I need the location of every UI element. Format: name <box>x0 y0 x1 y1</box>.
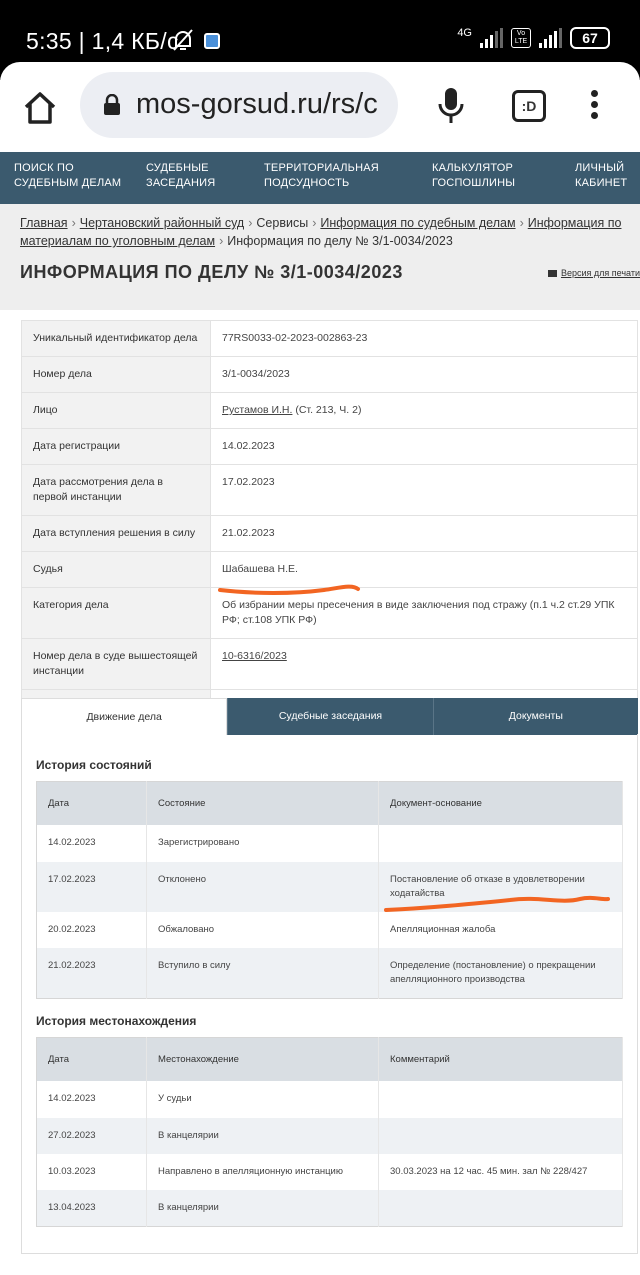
address-bar[interactable] <box>80 72 398 138</box>
judge-label: Судья <box>22 552 211 588</box>
column-header: Документ-основание <box>379 782 623 825</box>
case-tabs <box>21 698 638 735</box>
table-row <box>37 1190 623 1227</box>
signal-1-icon <box>480 28 503 48</box>
table-cell <box>379 1190 623 1227</box>
location-history-table <box>36 1037 623 1227</box>
table-cell: 14.02.2023 <box>37 1081 147 1118</box>
signal-2-icon <box>539 28 562 48</box>
table-cell: В канцелярии <box>147 1190 379 1227</box>
network-type: 4G <box>457 27 472 39</box>
more-menu-icon[interactable] <box>586 90 602 124</box>
table-cell: Обжаловано <box>147 912 379 948</box>
table-cell: Отклонено <box>147 862 379 912</box>
breadcrumb-criminal-info[interactable]: Информация по материалам по уголовным делам <box>20 216 622 248</box>
nav-account[interactable]: ЛИЧНЫЙ КАБИНЕТ <box>575 162 628 189</box>
column-header: Местонахождение <box>147 1038 379 1081</box>
table-cell: Апелляционная жалоба <box>379 912 623 948</box>
registration-date-value: 14.02.2023 <box>211 429 638 465</box>
print-version-label: Версия для печати <box>560 268 640 278</box>
person-article: (Ст. 213, Ч. 2) <box>292 404 362 416</box>
table-cell: 30.03.2023 на 12 час. 45 мин. зал № 228/427 <box>379 1154 623 1190</box>
table-header-row <box>37 1038 623 1081</box>
table-cell: В канцелярии <box>147 1118 379 1154</box>
higher-court-number-label: Номер дела в суде вышестоящей инстанции <box>22 639 211 690</box>
table-cell <box>379 825 623 862</box>
volte-badge: Vo LTE <box>511 28 531 48</box>
table-row <box>37 825 623 862</box>
nav-case-search[interactable]: ПОИСК ПО СУДЕБНЫМ ДЕЛАМ <box>14 162 122 189</box>
column-header: Дата <box>37 1038 147 1081</box>
tab-documents[interactable]: Документы <box>433 698 638 735</box>
table-cell: 10.03.2023 <box>37 1154 147 1190</box>
uid-value: 77RS0033-02-2023-002863-23 <box>211 321 638 357</box>
tab-court-sessions[interactable]: Судебные заседания <box>227 698 432 735</box>
site-nav <box>0 152 640 204</box>
uid-label: Уникальный идентификатор дела <box>22 321 211 357</box>
table-row <box>37 912 623 948</box>
review-date-value: 17.02.2023 <box>211 465 638 516</box>
case-number-value: 3/1-0034/2023 <box>211 357 638 393</box>
breadcrumb-current: Информация по делу № 3/1-0034/2023 <box>227 234 453 248</box>
table-cell: Постановление об отказе в удовлетворении ходатайства <box>379 862 623 912</box>
category-value: Об избрании меры пресечения в виде заключения под стражу (п.1 ч.2 ст.29 УПК РФ; ст.108 УПК РФ) <box>211 588 638 639</box>
print-version-link[interactable] <box>548 268 640 278</box>
table-row <box>37 1118 623 1154</box>
table-cell: 17.02.2023 <box>37 862 147 912</box>
table-cell: У судьи <box>147 1081 379 1118</box>
table-row <box>37 1081 623 1118</box>
category-label: Категория дела <box>22 588 211 639</box>
table-cell: 20.02.2023 <box>37 912 147 948</box>
column-header: Состояние <box>147 782 379 825</box>
nav-fee-calculator[interactable]: КАЛЬКУЛЯТОР ГОСПОШЛИНЫ <box>432 162 516 189</box>
person-link[interactable]: Рустамов И.Н. <box>222 404 293 416</box>
nav-jurisdiction[interactable]: ТЕРРИТОРИАЛЬНАЯ ПОДСУДНОСТЬ <box>264 162 379 189</box>
state-history-table <box>36 781 623 999</box>
location-history-title: История местонахождения <box>36 1014 197 1028</box>
person-label: Лицо <box>22 393 211 429</box>
url-text: mos-gorsud.ru/rs/c <box>136 88 378 120</box>
table-cell: 14.02.2023 <box>37 825 147 862</box>
higher-court-number-link[interactable]: 10-6316/2023 <box>222 650 287 662</box>
breadcrumb-services: Сервисы <box>256 216 309 230</box>
breadcrumb-cases-info[interactable]: Информация по судебным делам <box>320 216 516 230</box>
table-row <box>37 862 623 912</box>
printer-icon <box>548 270 557 277</box>
state-history-title: История состояний <box>36 758 152 772</box>
table-row <box>37 1154 623 1190</box>
app-notification-icon <box>204 33 220 49</box>
table-cell: Вступило в силу <box>147 948 379 999</box>
table-cell: 21.02.2023 <box>37 948 147 999</box>
case-info-table <box>21 320 638 726</box>
nav-court-sessions[interactable]: СУДЕБНЫЕ ЗАСЕДАНИЯ <box>146 162 216 189</box>
breadcrumb-home[interactable]: Главная <box>20 216 68 230</box>
registration-date-label: Дата регистрации <box>22 429 211 465</box>
case-number-label: Номер дела <box>22 357 211 393</box>
table-cell: Направлено в апелляционную инстанцию <box>147 1154 379 1190</box>
review-date-label: Дата рассмотрения дела в первой инстанции <box>22 465 211 516</box>
browser-toolbar <box>0 62 640 152</box>
table-cell <box>379 1118 623 1154</box>
effective-date-label: Дата вступления решения в силу <box>22 516 211 552</box>
effective-date-value: 21.02.2023 <box>211 516 638 552</box>
page-header <box>0 204 640 310</box>
higher-court-number-value <box>211 639 638 690</box>
breadcrumb-court[interactable]: Чертановский районный суд <box>79 216 245 230</box>
lock-icon <box>102 94 122 116</box>
tabs-button[interactable]: :D <box>512 90 546 122</box>
microphone-icon[interactable] <box>436 86 466 126</box>
column-header: Дата <box>37 782 147 825</box>
table-cell <box>379 1081 623 1118</box>
battery-icon: 67 <box>570 27 610 49</box>
column-header: Комментарий <box>379 1038 623 1081</box>
judge-value: Шабашева Н.Е. <box>211 552 638 588</box>
page-title: ИНФОРМАЦИЯ ПО ДЕЛУ № 3/1-0034/2023 <box>20 262 403 282</box>
person-value <box>211 393 638 429</box>
table-row <box>37 948 623 999</box>
tab-case-movement[interactable]: Движение дела <box>21 698 227 735</box>
table-header-row <box>37 782 623 825</box>
status-time: 5:35 | 1,4 КБ/с <box>26 28 179 54</box>
table-cell: Определение (постановление) о прекращении апелляционного производства <box>379 948 623 999</box>
home-icon[interactable] <box>20 88 60 128</box>
bell-muted-icon <box>172 28 194 52</box>
table-cell: 13.04.2023 <box>37 1190 147 1227</box>
table-cell: Зарегистрировано <box>147 825 379 862</box>
breadcrumb: Главная › Чертановский районный суд › Сервисы › Информация по судебным делам › Информация по материалам по уголовным делам › Информация по делу № 3/1-0034/2023 <box>20 216 622 248</box>
table-cell: 27.02.2023 <box>37 1118 147 1154</box>
